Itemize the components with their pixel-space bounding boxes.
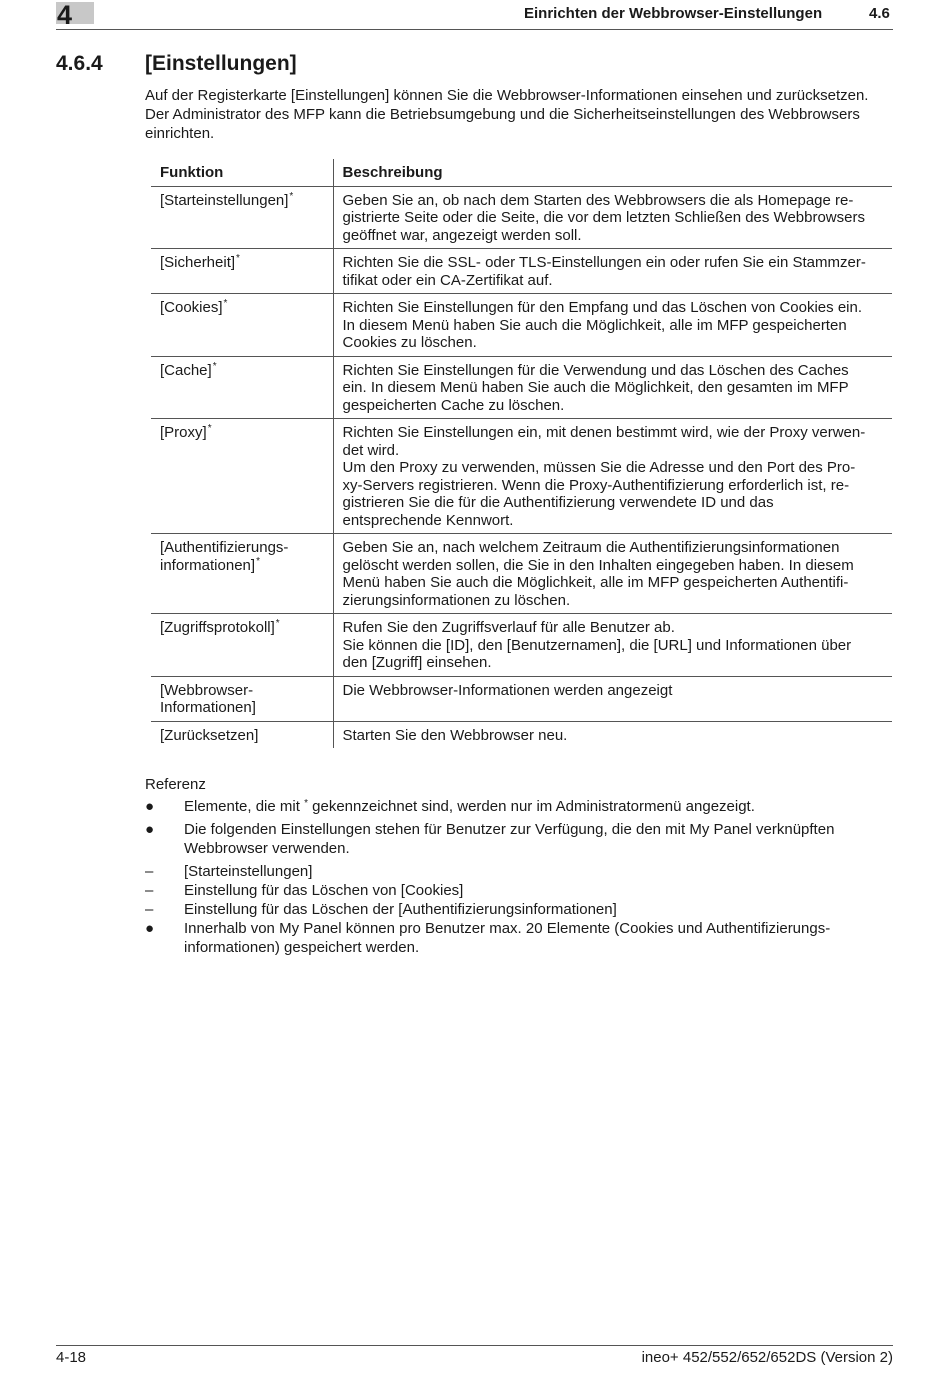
description-cell — [333, 356, 892, 419]
function-label: [Authentifizierungs- — [160, 539, 289, 556]
function-label-text: [Sicherheit] — [160, 254, 236, 271]
function-cell — [151, 294, 333, 357]
description-line: zierungsinformationen zu löschen. — [342, 591, 571, 609]
page-number: 4-18 — [56, 1349, 87, 1366]
reference-sub-item — [145, 862, 900, 881]
function-label — [160, 424, 324, 442]
function-cell — [151, 249, 333, 294]
description-line: Um den Proxy zu verwenden, müssen Sie die Adresse und den Port des Pro- — [342, 459, 856, 476]
function-label — [160, 192, 324, 210]
function-label-text: [Zugriffsprotokoll] — [160, 619, 275, 636]
table-row — [151, 186, 892, 249]
table-body — [151, 186, 892, 748]
reference-label: Referenz — [145, 776, 206, 793]
reference-text: Die folgenden Einstellungen stehen für Benutzer zur Verfügung, die den mit My Panel verknüpften — [184, 821, 835, 838]
description-line: Menü haben Sie auch die Möglichkeit, alle im MFP gespeicherten Authentifi- — [342, 574, 849, 591]
function-label-text: [Cache] — [160, 361, 212, 379]
description-line: gistrierte Seite oder die Seite, die vor dem letzten Schließen des Webbrowsers — [342, 209, 865, 226]
description-line: tifikat oder ein CA-Zertifikat auf. — [342, 271, 553, 289]
function-cell — [151, 721, 333, 748]
dash-marker: – — [145, 901, 154, 918]
description-cell — [333, 186, 892, 249]
admin-only-marker: * — [256, 555, 260, 567]
description-line: Richten Sie Einstellungen ein, mit denen bestimmt wird, wie der Proxy verwen- — [342, 424, 866, 441]
reference-item — [145, 919, 900, 957]
function-label-text: [Proxy] — [160, 424, 207, 441]
description-cell — [333, 534, 892, 614]
chapter-number: 4 — [57, 0, 73, 30]
reference-text-segment: gekennzeichnet sind, werden nur im Administratormenü angezeigt. — [307, 798, 755, 815]
reference-text: Einstellung für das Löschen der [Authentifizierungsinformationen] — [184, 901, 617, 918]
description-line: xy-Servers registrieren. Wenn die Proxy-Authentifizierung erforderlich ist, re- — [342, 476, 850, 494]
reference-text: Webbrowser verwenden. — [184, 840, 350, 857]
table-row — [151, 721, 892, 748]
function-cell — [151, 186, 333, 249]
description-line: det wird. — [342, 441, 400, 459]
description-cell — [333, 294, 892, 357]
footer-divider — [56, 1345, 893, 1346]
description-cell — [333, 249, 892, 294]
reference-item — [145, 820, 900, 858]
function-label: [Zurücksetzen] — [160, 726, 259, 744]
description-line: Richten Sie die SSL- oder TLS-Einstellungen ein oder rufen Sie ein Stammzer- — [342, 254, 866, 271]
function-cell — [151, 419, 333, 534]
function-label-text: informationen] — [160, 556, 256, 574]
admin-only-marker: * — [212, 360, 217, 372]
reference-sub-item — [145, 900, 900, 919]
description-line: ein. In diesem Menü haben Sie auch die Möglichkeit, den gesamten im MFP — [342, 379, 849, 396]
description-line: Starten Sie den Webbrowser neu. — [342, 726, 568, 744]
intro-paragraph — [145, 86, 900, 143]
column-header-function: Funktion — [151, 159, 333, 186]
admin-only-marker: * — [275, 618, 280, 629]
function-label-text: [Starteinstellungen] — [160, 191, 289, 209]
description-line: Sie können die [ID], den [Benutzernamen], die [URL] und Informationen über — [342, 636, 852, 654]
reference-text: Innerhalb von My Panel können pro Benutzer max. 20 Elemente (Cookies und Authentifizierungs- — [184, 920, 831, 937]
running-header-title: Einrichten der Webbrowser-Einstellungen — [524, 5, 823, 22]
function-label-text: [Cookies] — [160, 299, 223, 316]
section-title: [Einstellungen] — [145, 52, 297, 75]
reference-text: informationen) gespeichert werden. — [184, 939, 420, 956]
bullet-icon: ● — [145, 798, 155, 815]
description-cell — [333, 419, 892, 534]
admin-only-marker: * — [304, 798, 308, 809]
table-row — [151, 676, 892, 721]
function-label: Informationen] — [160, 699, 256, 716]
function-cell — [151, 676, 333, 721]
function-cell — [151, 356, 333, 419]
reference-text: [Starteinstellungen] — [184, 863, 313, 880]
reference-list — [145, 797, 900, 957]
table-row — [151, 294, 892, 357]
description-line: entsprechende Kennwort. — [342, 511, 514, 529]
function-label — [160, 362, 324, 380]
reference-text — [184, 797, 900, 816]
function-label — [160, 619, 324, 637]
description-line: Die Webbrowser-Informationen werden angezeigt — [342, 681, 673, 699]
header-divider — [56, 29, 893, 30]
description-cell — [333, 676, 892, 721]
bullet-icon: ● — [145, 920, 155, 937]
column-header-description: Beschreibung — [333, 159, 892, 186]
description-cell — [333, 614, 892, 677]
reference-text: Einstellung für das Löschen von [Cookies] — [184, 882, 464, 899]
reference-text-segment: Elemente, die mit — [184, 798, 305, 815]
function-label: [Webbrowser- — [160, 681, 254, 699]
section-number: 4.6.4 — [56, 52, 103, 75]
dash-marker: – — [145, 882, 154, 899]
function-label — [160, 254, 324, 272]
intro-line: Auf der Registerkarte [Einstellungen] können Sie die Webbrowser-Informationen einsehen und zurücksetzen. — [145, 87, 869, 104]
table-row — [151, 614, 892, 677]
admin-only-marker: * — [289, 190, 294, 202]
table-row — [151, 534, 892, 614]
product-name: ineo+ 452/552/652/652DS (Version 2) — [641, 1349, 893, 1366]
description-line: den [Zugriff] einsehen. — [342, 654, 492, 671]
function-label — [160, 299, 324, 317]
description-line: Rufen Sie den Zugriffsverlauf für alle Benutzer ab. — [342, 619, 675, 636]
table-row — [151, 249, 892, 294]
description-line: gespeicherten Cache zu löschen. — [342, 396, 565, 414]
description-line: Geben Sie an, ob nach dem Starten des Webbrowsers die als Homepage re- — [342, 191, 854, 209]
description-line: Cookies zu löschen. — [342, 334, 477, 351]
intro-line: einrichten. — [145, 125, 215, 142]
settings-table — [151, 159, 892, 748]
reference-item — [145, 797, 900, 816]
description-line: Richten Sie Einstellungen für die Verwendung und das Löschen des Caches — [342, 361, 849, 379]
table-row — [151, 356, 892, 419]
table-header-row — [151, 159, 892, 186]
function-cell — [151, 614, 333, 677]
admin-only-marker: * — [223, 298, 228, 309]
description-line: geöffnet war, angezeigt werden soll. — [342, 226, 582, 244]
table-row — [151, 419, 892, 534]
function-cell — [151, 534, 333, 614]
function-label — [160, 557, 324, 575]
running-header-section: 4.6 — [869, 5, 890, 22]
reference-block — [145, 775, 900, 961]
description-line: gistrieren Sie die für die Authentifizierung verwendete ID und das — [342, 494, 774, 511]
description-line: gelöscht werden sollen, die Sie in den Inhalten eingegeben haben. In diesem — [342, 556, 854, 574]
description-cell — [333, 721, 892, 748]
description-line: Geben Sie an, nach welchem Zeitraum die Authentifizierungsinformationen — [342, 539, 840, 556]
dash-marker: – — [145, 863, 154, 880]
description-line: In diesem Menü haben Sie auch die Möglichkeit, alle im MFP gespeicherten — [342, 316, 847, 334]
admin-only-marker: * — [236, 253, 240, 264]
reference-sub-item — [145, 881, 900, 900]
admin-only-marker: * — [207, 423, 212, 434]
intro-line: Der Administrator des MFP kann die Betriebsumgebung und die Sicherheitseinstellungen des Webbrowsers — [145, 106, 860, 123]
bullet-icon: ● — [145, 821, 155, 838]
description-line: Richten Sie Einstellungen für den Empfang und das Löschen von Cookies ein. — [342, 299, 862, 316]
